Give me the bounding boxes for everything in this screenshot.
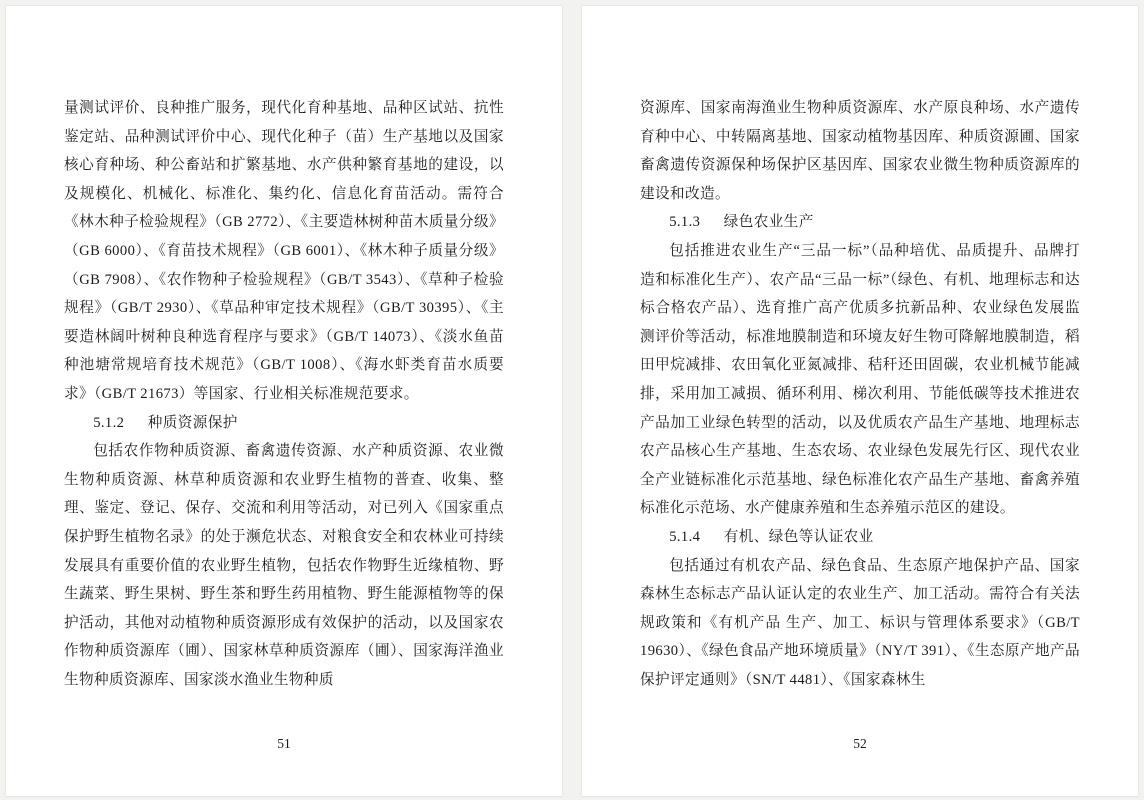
section-heading <box>64 409 504 438</box>
page-left-content <box>64 94 504 734</box>
paragraph: 包括推进农业生产“三品一标”（品种培优、品质提升、品牌打造和标准化生产）、农产品“三品一标”（绿色、有机、地理标志和达标合格农产品）、选育推广高产优质多抗新品种、农业绿色发展监测评价等活动，标准地膜制造和环境友好生物可降解地膜制造，稻田甲烷减排、农田氧化亚氮减排、秸秆还田固碳，农业机械节能减排，采用加工减损、循环利用、梯次利用、节能低碳等技术推进农产品加工业绿色转型的活动，以及优质农产品生产基地、地理标志农产品核心生产基地、生态农场、农业绿色发展先行区、现代农业全产业链标准化示范基地、绿色标准化农产品生产基地、畜禽养殖标准化示范场、水产健康养殖和生态养殖示范区的建设。 <box>640 242 1080 517</box>
page-right <box>582 6 1138 796</box>
section-number: 5.1.3 <box>669 214 701 231</box>
paragraph: 包括通过有机农产品、绿色食品、生态原产地保护产品、国家森林生态标志产品认证认定的农业生产、加工活动。需符合有关法规政策和《有机产品 生产、加工、标识与管理体系要求》（GB/T 19630）、《绿色食品产地环境质量》（NY/T 391）、《生态原产地产品保护评定通则》（SN/T 4481）、《国家森林生 <box>640 557 1080 688</box>
section-number: 5.1.2 <box>93 414 125 431</box>
section-title: 有机、绿色等认证农业 <box>723 528 874 545</box>
page-left <box>6 6 562 796</box>
section-heading <box>640 523 1080 552</box>
page-number: 52 <box>853 736 867 751</box>
section-title: 绿色农业生产 <box>723 214 814 231</box>
paragraph: 资源库、国家南海渔业生物种质资源库、水产原良种场、水产遗传育种中心、中转隔离基地、国家动植物基因库、种质资源圃、国家畜禽遗传资源保种场保护区基因库、国家农业微生物种质资源库的建设和改造。 <box>640 100 1080 202</box>
section-heading <box>640 208 1080 237</box>
page-right-content <box>640 94 1080 734</box>
section-title: 种质资源保护 <box>147 414 238 431</box>
paragraph: 包括农作物种质资源、畜禽遗传资源、水产种质资源、农业微生物种质资源、林草种质资源和农业野生植物的普查、收集、整理、鉴定、登记、保存、交流和利用等活动，对已列入《国家重点保护野生植物名录》的处于濒危状态、对粮食安全和农林业可持续发展具有重要价值的农业野生植物，包括农作物野生近缘植物、野生蔬菜、野生果树、野生茶和野生药用植物、野生能源植物等的保护活动，其他对动植物种质资源形成有效保护的活动，以及国家农作物种质资源库（圃）、国家林草种质资源库（圃）、国家海洋渔业生物种质资源库、国家淡水渔业生物种质 <box>64 443 504 688</box>
page-number: 51 <box>277 736 291 751</box>
section-number: 5.1.4 <box>669 528 701 545</box>
paragraph: 量测试评价、良种推广服务，现代化育种基地、品种区试站、抗性鉴定站、品种测试评价中心、现代化种子（苗）生产基地以及国家核心育种场、种公畜站和扩繁基地、水产供种繁育基地的建设，以及规模化、机械化、标准化、集约化、信息化育苗活动。需符合《林木种子检验规程》（GB 2772）、《主要造林树种苗木质量分级》（GB 6000）、《育苗技术规程》（GB 6001）、《林木种子质量分级》（GB 7908）、《农作物种子检验规程》（GB/T 3543）、《草种子检验规程》（GB/T 2930）、《草品种审定技术规程》（GB/T 30395）、《主要造林阔叶树种良种选育程序与要求》（GB/T 14073）、《淡水鱼苗种池塘常规培育技术规范》（GB/T 1008）、《海水虾类育苗水质要求》（GB/T 21673）等国家、行业相关标准规范要求。 <box>64 100 504 402</box>
